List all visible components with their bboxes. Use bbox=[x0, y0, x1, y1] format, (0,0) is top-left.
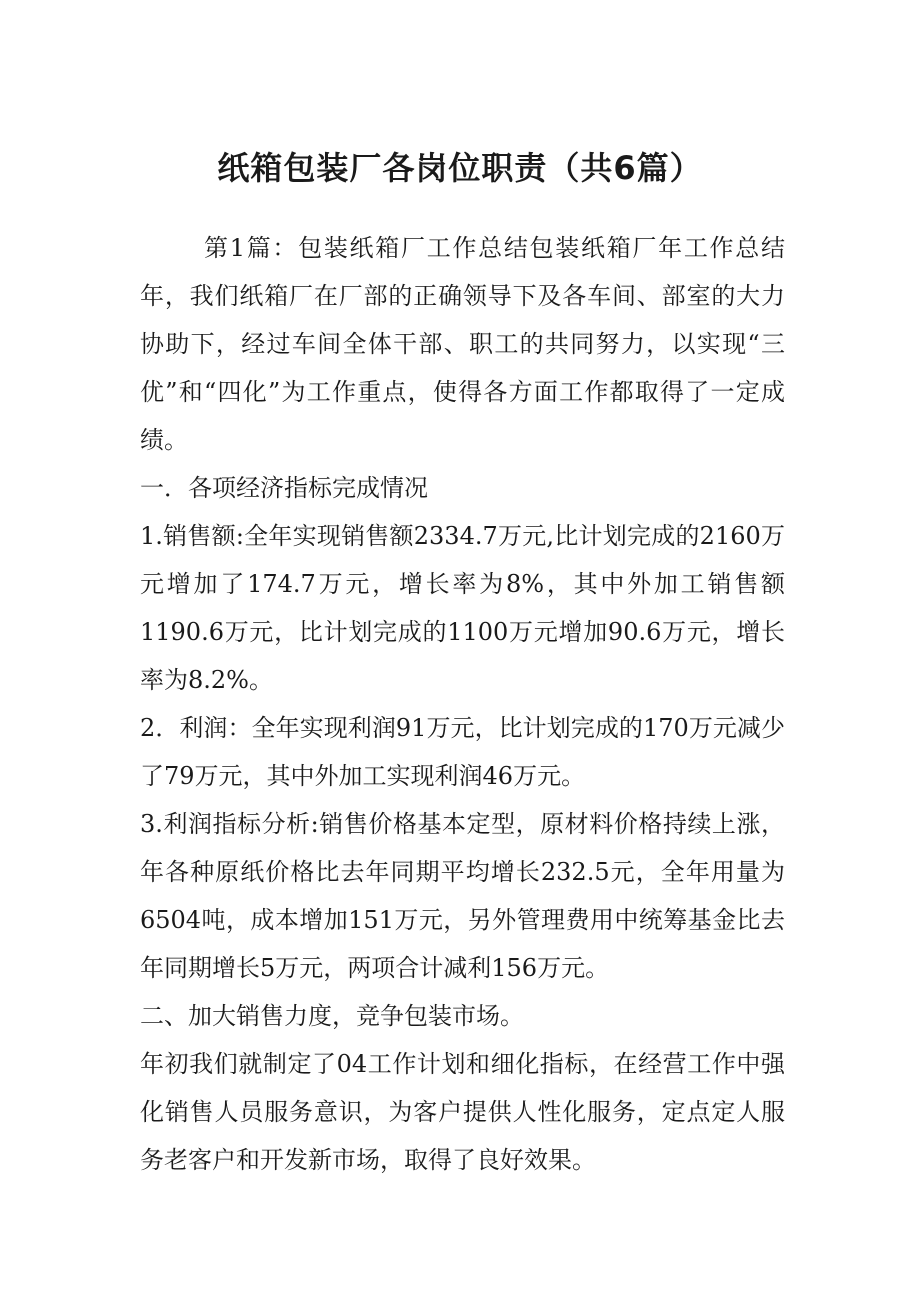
section-heading-economic-indicators: 一．各项经济指标完成情况 bbox=[140, 474, 428, 502]
document-title: 纸箱包装厂各岗位职责（共6篇） bbox=[217, 149, 703, 187]
paragraph-intro: 第1篇：包装纸箱厂工作总结包装纸箱厂年工作总结年，我们纸箱厂在厂部的正确领导下及各车间、部室的大力协助下，经过车间全体干部、职工的共同努力，以实现“三优”和“四化”为工作重点，使得各方面工作都取得了一定成绩。 bbox=[140, 234, 785, 454]
paragraph-profit-analysis: 3.利润指标分析:销售价格基本定型，原材料价格持续上涨，年各种原纸价格比去年同期平均增长232.5元，全年用量为6504吨，成本增加151万元，另外管理费用中统筹基金比去年同期增长5万元，两项合计减利156万元。 bbox=[140, 810, 785, 982]
section-heading-sales-effort: 二、加大销售力度，竞争包装市场。 bbox=[140, 1002, 524, 1030]
paragraph-sales-plan: 年初我们就制定了04工作计划和细化指标，在经营工作中强化销售人员服务意识，为客户提供人性化服务，定点定人服务老客户和开发新市场，取得了良好效果。 bbox=[140, 1050, 785, 1174]
paragraph-sales: 1.销售额:全年实现销售额2334.7万元,比计划完成的2160万元增加了174.7万元，增长率为8%，其中外加工销售额1190.6万元，比计划完成的1100万元增加90.6万元，增长率为8.2%。 bbox=[140, 522, 785, 694]
paragraph-profit: 2．利润：全年实现利润91万元，比计划完成的170万元减少了79万元，其中外加工实现利润46万元。 bbox=[140, 714, 785, 790]
document-body bbox=[140, 224, 785, 1184]
